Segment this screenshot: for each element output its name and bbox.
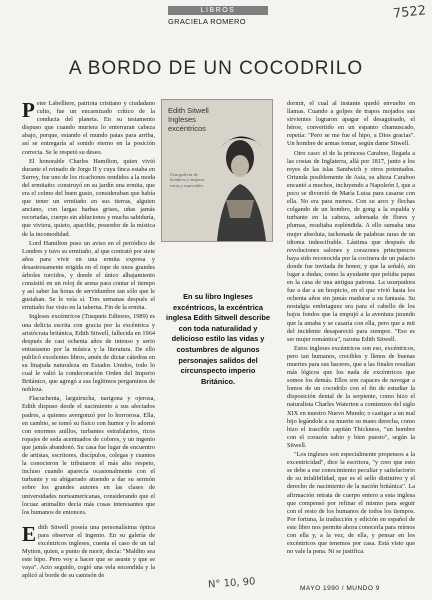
paragraph: dormir, el cual al instante quedó envuelto en llamas. Cuando a golpes de trapos mojados sus sirvientes lograron apagar el desaguisado, el héroe, convertido en un espanto chamuscado, repetía: "Pero se me fue el hipo, a Dios gracias". Un hombre de armas tomar, según dame Sitwell.: [287, 100, 415, 148]
portrait-illustration: [162, 100, 272, 241]
drop-cap: P: [22, 98, 35, 122]
book-cover-image: [161, 99, 273, 242]
page-folio: MAYO 1990 / MUNDO 9: [300, 585, 380, 592]
paragraph: "Los ingleses son especialmente propensos a la excentricidad", dice la escritora, "y creo que esto se debe a ese conocimiento peculiar y satisfactorio de su infalibilidad, que es el sello distintivo y el derecho de nacimiento de la nación británica". La afirmación retrata de cuerpo entero a esta inglesa que compensó por refinar el mismo para seguir con el resto de los humanos de todos los tiempos. Por fortuna, la traducción y edición en español de este libro nos permite ahora conocerla para reírnos con ella y, a la vez, de ella, y pensar en los excéntricos que tenemos por casa. Está visto que no vale la pena. Ni se justifica.: [287, 451, 415, 556]
book-cover-title: Edith Sitwell Ingleses excéntricos: [168, 106, 209, 133]
paragraph: Otro caso: el de la princesa Caraboo, llegada a las costas de Inglaterra, allá por 1817, junto a los reyes de las islas Sandwich y otros potentados. Oriunda posiblemente de Asia, su alteza Caraboo encantó a muchos, incluyendo a Napoleón I, que a poco se divorció de María Luisa para casarse con ella. No era para menos. Con su arco y flechas colgando de un hombro, de gong a la espalda y turbante en la cabeza, adornada de flores y plumas, resultaba espléndida. A ello sumaba una mujer absoluta, tachonada de palabras raras de un idioma indescifrable. Lástima que después de revoluciones salones y corazones principescos haya sido reconocida por la cocinera de un palacio donde fue invitada de honor, y que la señaló, sin lugar a dudas, como la ayudante que peluba papas en la casa de una antigua patrona. La usurpadora fue a dar a un hospicio, en el que vivió hasta los ochenta años sin jamás madurar a su fantasía. Su nostalgia embriaguez era para el cabello de los bajos fondos que la empujó a la aventura jurando que la amaba y se casaría con ella, pero que a mit del incidente desapareció para siempre. "Eso es ser mujer romántica", razona Edith Sitwell.: [287, 149, 415, 343]
paragraph: Ingleses excéntricos (Tusquets Editores, 1989) es una delicia escrita con gracia por la excéntrica y aristócrata británica, Edith Sitwell, fallecida en 1964 después de casi ochenta años de intenso y serio entusiasmo por la música y la literatura. De ello publicó excelentes libros, amén de dictar cátedras en su linajuda naturaleza en Estados Unidos, todo lo cual le valió la condecoración Orden del Imperio Británico, que agregó a sus legítimos pergaminos de nobleza.: [22, 313, 155, 394]
column-left: [22, 100, 155, 581]
section-label: LIBROS: [168, 6, 268, 15]
handwritten-archive-number: 7522: [392, 3, 427, 22]
paragraph: eter Labelliere, patriota cristiano y ciudadano culto, fue un encarnizado crítico de la conducta del planeta. En su testamento dispuso que cuando muriera lo enterraran cabeza abajo, porque, estando el mundo patas para arriba, así se entregaría al sonido eterno en la posición correcta. Se le respetó su deseo.: [22, 100, 155, 156]
pull-quote: En su libro Ingleses excéntricos, la excéntrica inglesa Edith Sitwell describe con toda naturalidad y delicioso estilo las vidas y costumbres de algunos personajes salidos del circunspecto imperio Británico.: [166, 292, 270, 386]
column-right: [287, 100, 415, 557]
drop-cap: E: [22, 521, 37, 546]
paragraph: Flacuchenta, larguirucha, narigona y ojerosa, Edith dispuso desde el nacimiento a sus afectados padres, a quienes avergonzó por lo horrorosa. Ella, en cambio, se tomó su físico con humor y lo adornó con enormes anillos, turbantes estrafalarios, ricos ropajes de seda acentuados de colores, y un ingenio que jamás abandonó. Su casa fue lugar de encuentro de artistas, escritores, discípulos, colegas y cuantos la conocieron le tributaron el más alto respeto, incluso cuando aparecía ocasionalmente con el turbante y su abigarrado atuendo a dar su sermón sobre los grandes autores en las clases de universidades norteamericanas, considerando que el locuaz animalito decía más cosas interesantes que los humanos de entonces.: [22, 395, 155, 516]
paragraph: Lord Hamilton puso un aviso en el periódico de Londres y tuvo su ermitaño, al que contrató por siete años para vivir en una ermita expresa y desastrosamente erigida en el tope de unos grandes árboles torcidos, y donde el único alhajamiento consistió en un reloj de arena para contar el tiempo y así saber las horas de servidumbre tan sólo que le gustaban. Se le veía sí. Tres semanas después el ermitaño fue visto en la taberna. Fin de la ermita.: [22, 239, 155, 312]
paragraph: dith Sitwell poseía una personalísima óptica para observar el ingenio. En su galería de excéntricos ingleses, cuenta el caso de un tal Mytton, quien, a punto de morir, decía: "Maldito sea este hipo. Pero voy a hacer que se asuste y que se vaya". Acto seguido, cogió una vela encendida y la aplicó al borde de su camisón de: [22, 523, 155, 580]
article-title: A BORDO DE UN COCODRILO: [68, 58, 364, 79]
paragraph: El honorable Charles Hamilton, quien vivió durante el reinado de Jorge II y cuya finca estaba en Surrey, fue uno de los ricachones rendidos a la moda del ermitaño: construyó en su jardín una ermita, que era el colmo del buen gusto, consideraban que había que tener un ermitaño en sus tierras, alguien anciano, con largas barbas grises, uñas jamás recortadas, cuerpo sin abluciones y mucha sabiduría, que viviera, quieto, apacible, poseedor de la mística de la incomodidad.: [22, 157, 155, 238]
byline: GRACIELA ROMERO: [168, 17, 246, 26]
book-cover-subtitle: Una galería de hombres y mujeres raros y especiales: [170, 172, 205, 188]
handwritten-note: N° 10, 90: [207, 576, 256, 591]
paragraph: Estos ingleses excéntricos son eso, excéntricos, pero tan humanos, crecibles y llenos de buenas muertes para sus haceres, que a las finales resultan más lógicos que los nada de excéntricos que somos los demás. Ellos son capaces de navegar a lomos de un cocodrilo con el fin de estudiar la disposición dental de la serpiente, como hizo el naturalista Charles Waterton a comienzos del siglo XIX en nuestro Nuevo Mundo; o castigar a un mal hijo legándole a su muerte su mano derecha, como hizo el irascible capitán Thickness, "un hombre con el corazón sabio y bien puesto", según la Sitwell.: [287, 344, 415, 449]
